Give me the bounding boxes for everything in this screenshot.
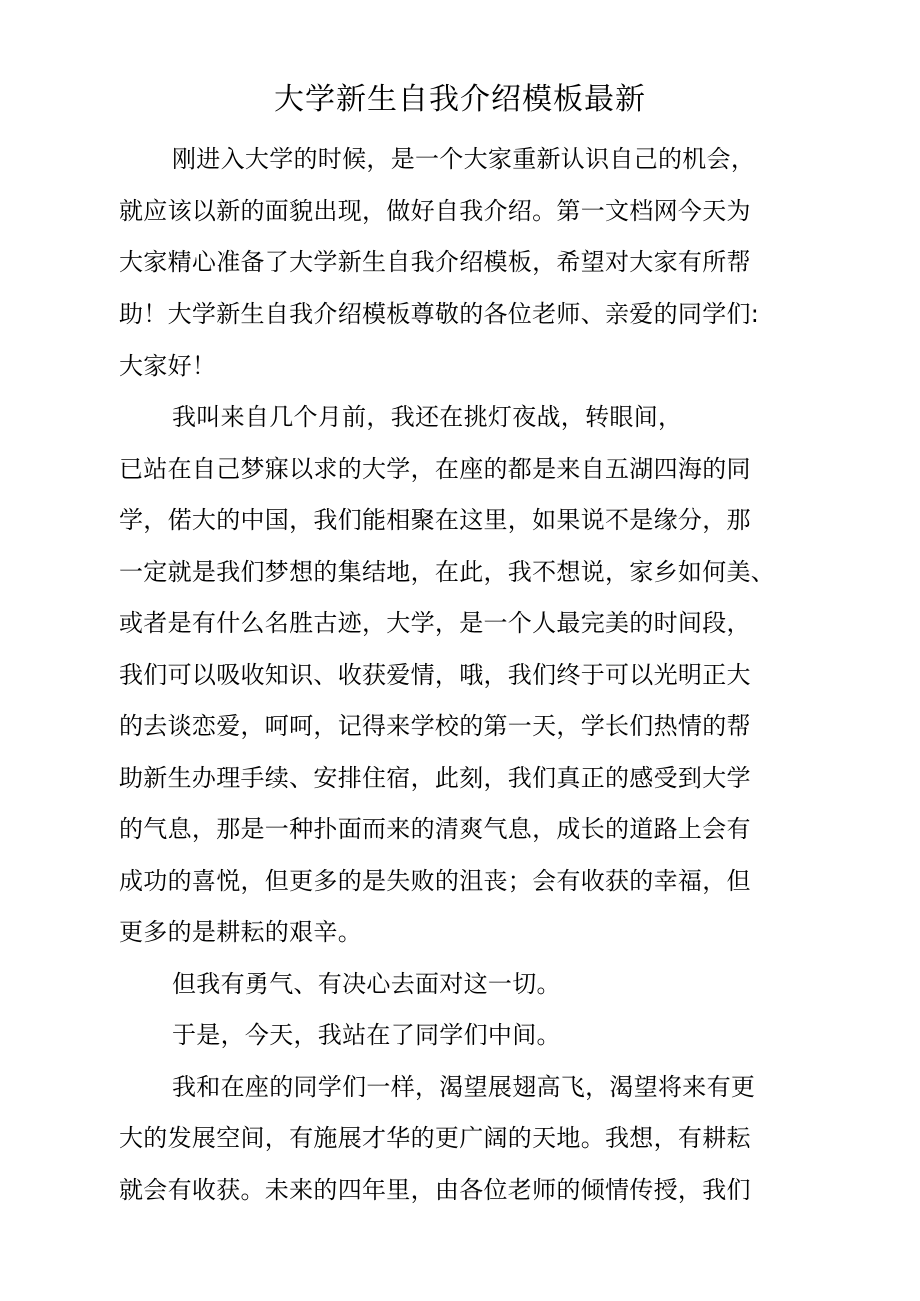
- paragraph-line: 大家好！: [119, 352, 217, 380]
- paragraph-line: 的去谈恋爱，呵呵，记得来学校的第一天，学长们热情的帮: [119, 712, 751, 740]
- paragraph-line: 更多的是耕耘的艰辛。: [119, 918, 362, 946]
- paragraph-line: 我叫来自几个月前，我还在挑灯夜战，转眼间，: [172, 403, 683, 431]
- paragraph-line: 就应该以新的面貌出现，做好自我介绍。第一文档网今天为: [119, 197, 751, 225]
- paragraph-line: 大家精心准备了大学新生自我介绍模板，希望对大家有所帮: [119, 248, 751, 276]
- paragraph-line: 已站在自己梦寐以求的大学，在座的都是来自五湖四海的同: [119, 455, 751, 483]
- paragraph-line: 助！大学新生自我介绍模板尊敬的各位老师、亲爱的同学们:: [119, 300, 760, 328]
- paragraph-line: 于是，今天，我站在了同学们中间。: [172, 1021, 561, 1049]
- paragraph-line: 成功的喜悦，但更多的是失败的沮丧；会有收获的幸福，但: [119, 867, 751, 895]
- paragraph-line: 就会有收获。未来的四年里，由各位老师的倾情传授，我们: [119, 1176, 751, 1204]
- paragraph-line: 我们可以吸收知识、收获爱情，哦，我们终于可以光明正大: [119, 661, 751, 689]
- page-title: 大学新生自我介绍模板最新: [274, 82, 646, 117]
- paragraph-line: 的气息，那是一种扑面而来的清爽气息，成长的道路上会有: [119, 815, 751, 843]
- paragraph-line: 刚进入大学的时候，是一个大家重新认识自己的机会，: [172, 145, 756, 173]
- paragraph-line: 大的发展空间，有施展才华的更广阔的天地。我想，有耕耘: [119, 1124, 751, 1152]
- paragraph-line: 学，偌大的中国，我们能相聚在这里，如果说不是缘分，那: [119, 506, 751, 534]
- paragraph-line: 助新生办理手续、安排住宿，此刻，我们真正的感受到大学: [119, 764, 751, 792]
- paragraph-line: 或者是有什么名胜古迹，大学，是一个人最完美的时间段，: [119, 609, 751, 637]
- paragraph-line: 我和在座的同学们一样，渴望展翅高飞，渴望将来有更: [172, 1073, 756, 1101]
- paragraph-line: 但我有勇气、有决心去面对这一切。: [172, 970, 561, 998]
- paragraph-line: 一定就是我们梦想的集结地，在此，我不想说，家乡如何美、: [119, 558, 776, 586]
